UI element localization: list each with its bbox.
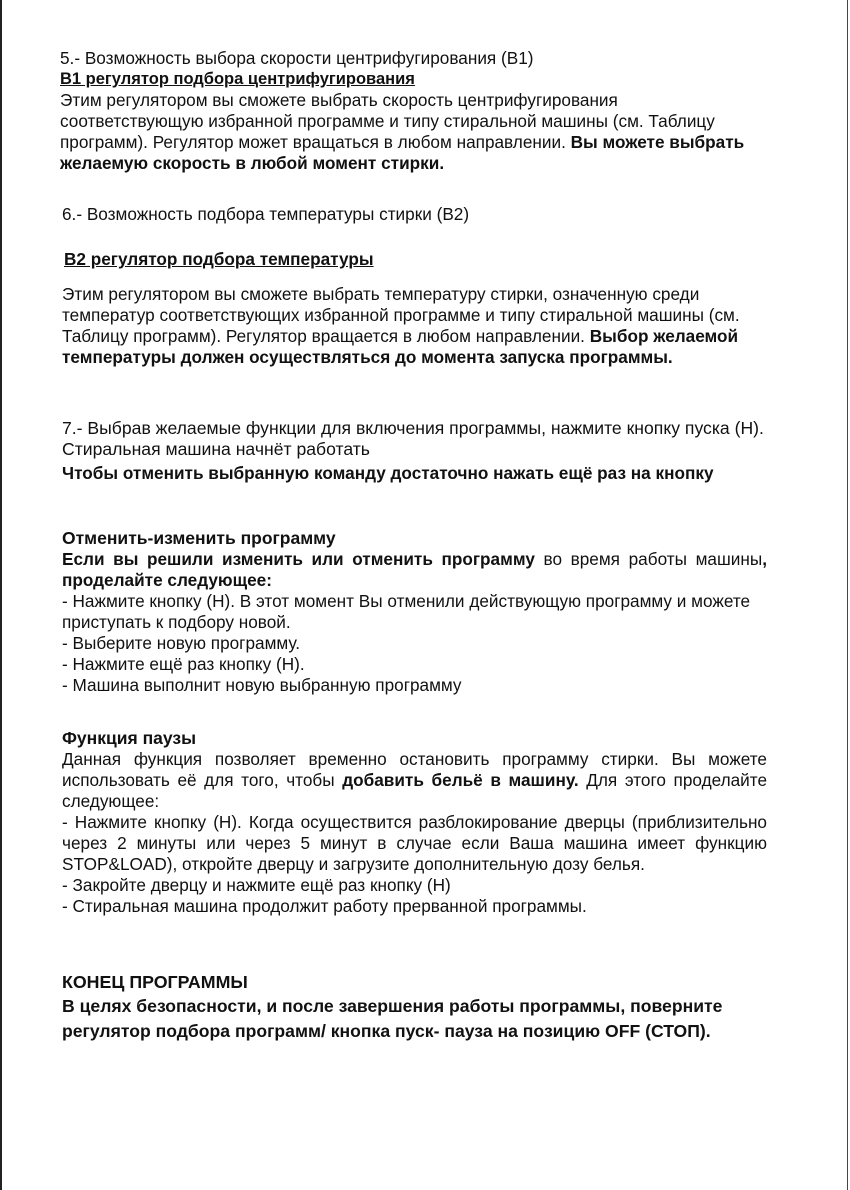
pause-item: - Нажмите кнопку (H). Когда осуществится разблокирование дверцы (приблизительно через 2 минуты или через 5 минут в случае если Ваша машина имеет функцию STOP&LOAD), откройте дверцу и загрузите дополнительную дозу белья. — [62, 812, 767, 874]
pause-item: - Закройте дверцу и нажмите ещё раз кнопку (H) — [62, 875, 451, 895]
s6-body-bold: Выбор желаемой температуры должен осуществляться до момента запуска программы. — [62, 326, 739, 367]
cancel-intro-bold: Если вы решили изменить или отменить программу — [62, 549, 535, 569]
end-body: В целях безопасности, и после завершения работы программы, поверните регулятор подбора программ/ кнопка пуск- пауза на позицию OFF (СТОП). — [62, 996, 723, 1041]
cancel-intro-bold2: , проделайте следующее: — [62, 549, 767, 590]
cancel-item: - Нажмите ещё раз кнопку (H). — [62, 654, 305, 674]
pause-intro-text: Данная функция позволяет временно остановить программу стирки. Вы можете использовать её для того, чтобы — [62, 749, 767, 790]
cancel-intro-normal: во время работы машины — [543, 549, 763, 569]
cancel-item: - Машина выполнит новую выбранную программу — [62, 675, 462, 695]
s5-heading: 5.- Возможность выбора скорости центрифугирования (B1) — [60, 48, 534, 68]
s5-subheading: B1 регулятор подбора центрифугирования — [60, 70, 415, 88]
cancel-item: - Нажмите кнопку (H). В этот момент Вы отменили действующую программу и можете приступать к подбору новой. — [62, 591, 751, 632]
s5-body-bold: Вы можете выбрать желаемую скорость в любой момент стирки. — [60, 132, 745, 173]
cancel-intro — [62, 549, 767, 591]
section-5 — [60, 48, 765, 174]
s5-body — [60, 90, 765, 174]
s6-heading: 6.- Возможность подбора температуры стирки (B2) — [62, 204, 470, 224]
s6-subheading: B2 регулятор подбора температуры — [64, 249, 374, 269]
s5-body-text: Этим регулятором вы сможете выбрать скорость центрифугирования соответствующую избранной программе и типу стиральной машины (см. Таблицу программ). Регулятор может вращаться в любом направлении. — [60, 90, 715, 152]
pause-intro-bold: добавить бельё в машину. — [342, 770, 579, 790]
pause-intro — [62, 749, 767, 812]
s6-body-text: Этим регулятором вы сможете выбрать температуру стирки, означенную среди температур соответствующих избранной программе и типу стиральной машины (см. Таблицу программ). Регулятор вращается в любом направлении. — [62, 284, 740, 346]
cancel-section — [62, 528, 767, 696]
cancel-item: - Выберите новую программу. — [62, 633, 301, 653]
cancel-title: Отменить-изменить программу — [62, 528, 336, 548]
s7-body-bold: Чтобы отменить выбранную команду достаточно нажать ещё раз на кнопку — [62, 463, 714, 483]
pause-item: - Стиральная машина продолжит работу прерванной программы. — [62, 896, 587, 916]
s6-body — [62, 284, 767, 368]
pause-section — [62, 728, 767, 917]
page-right-edge — [847, 0, 848, 1190]
s7-body: 7.- Выбрав желаемые функции для включения программы, нажмите кнопку пуска (H). Стиральная машина начнёт работать — [62, 418, 764, 459]
page-left-edge — [0, 0, 2, 1190]
pause-intro-tail: Для этого проделайте следующее: — [62, 770, 768, 811]
end-title: КОНЕЦ ПРОГРАММЫ — [62, 972, 248, 992]
end-section — [62, 970, 767, 1044]
pause-title: Функция паузы — [62, 728, 197, 748]
